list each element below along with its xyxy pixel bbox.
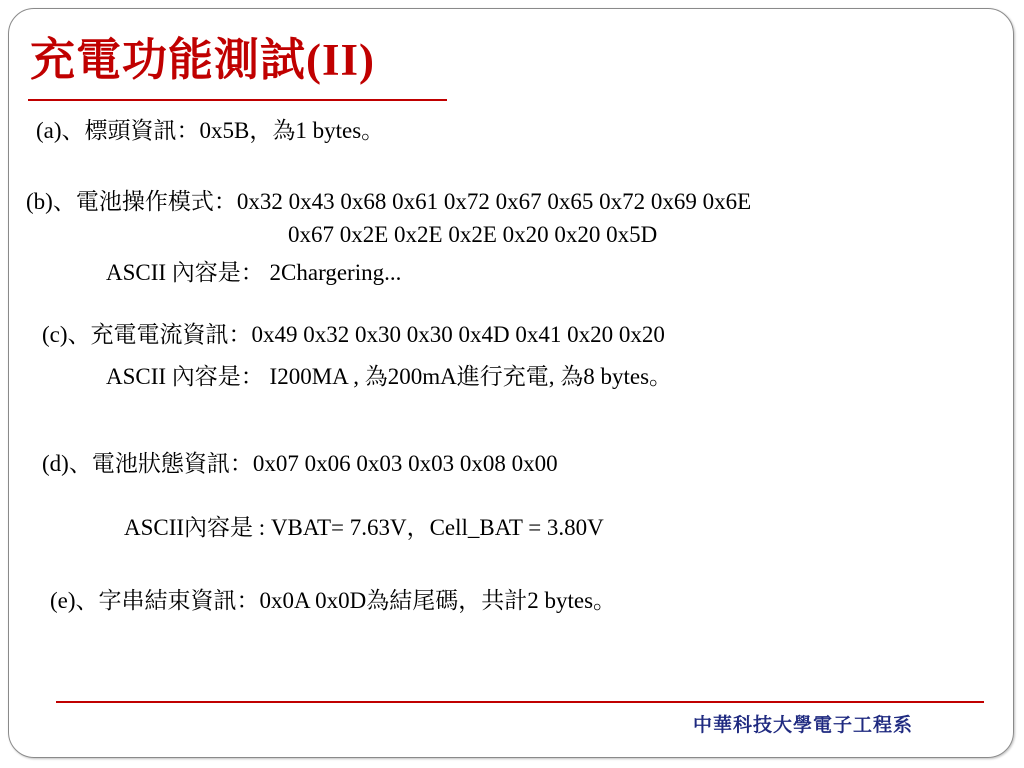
item-d-battery-status: (d)、電池狀態資訊：0x07 0x06 0x03 0x03 0x08 0x00 [42, 451, 558, 476]
item-a-header-info: (a)、標頭資訊：0x5B，為1 bytes。 [36, 118, 385, 143]
item-c-ascii-content: ASCII 內容是： I200MA , 為200mA進行充電, 為8 bytes。 [106, 364, 673, 389]
slide-title: 充電功能測試(II) [30, 35, 375, 85]
footer-rule [56, 701, 984, 703]
item-c-charge-current: (c)、充電電流資訊：0x49 0x32 0x30 0x30 0x4D 0x41 0x20 0x20 [42, 322, 665, 347]
item-d-ascii-content: ASCII內容是 : VBAT= 7.63V，Cell_BAT = 3.80V [124, 515, 604, 540]
footer-department: 中華科技大學電子工程系 [693, 715, 914, 736]
title-underline [28, 99, 447, 101]
item-b-ascii-content: ASCII 內容是： 2Chargering... [106, 260, 402, 285]
item-b-battery-mode-continued: 0x67 0x2E 0x2E 0x2E 0x20 0x20 0x5D [288, 222, 658, 247]
item-b-battery-mode: (b)、電池操作模式：0x32 0x43 0x68 0x61 0x72 0x67 0x65 0x72 0x69 0x6E [26, 189, 752, 214]
item-e-string-end: (e)、字串結束資訊：0x0A 0x0D為結尾碼，共計2 bytes。 [50, 588, 617, 613]
